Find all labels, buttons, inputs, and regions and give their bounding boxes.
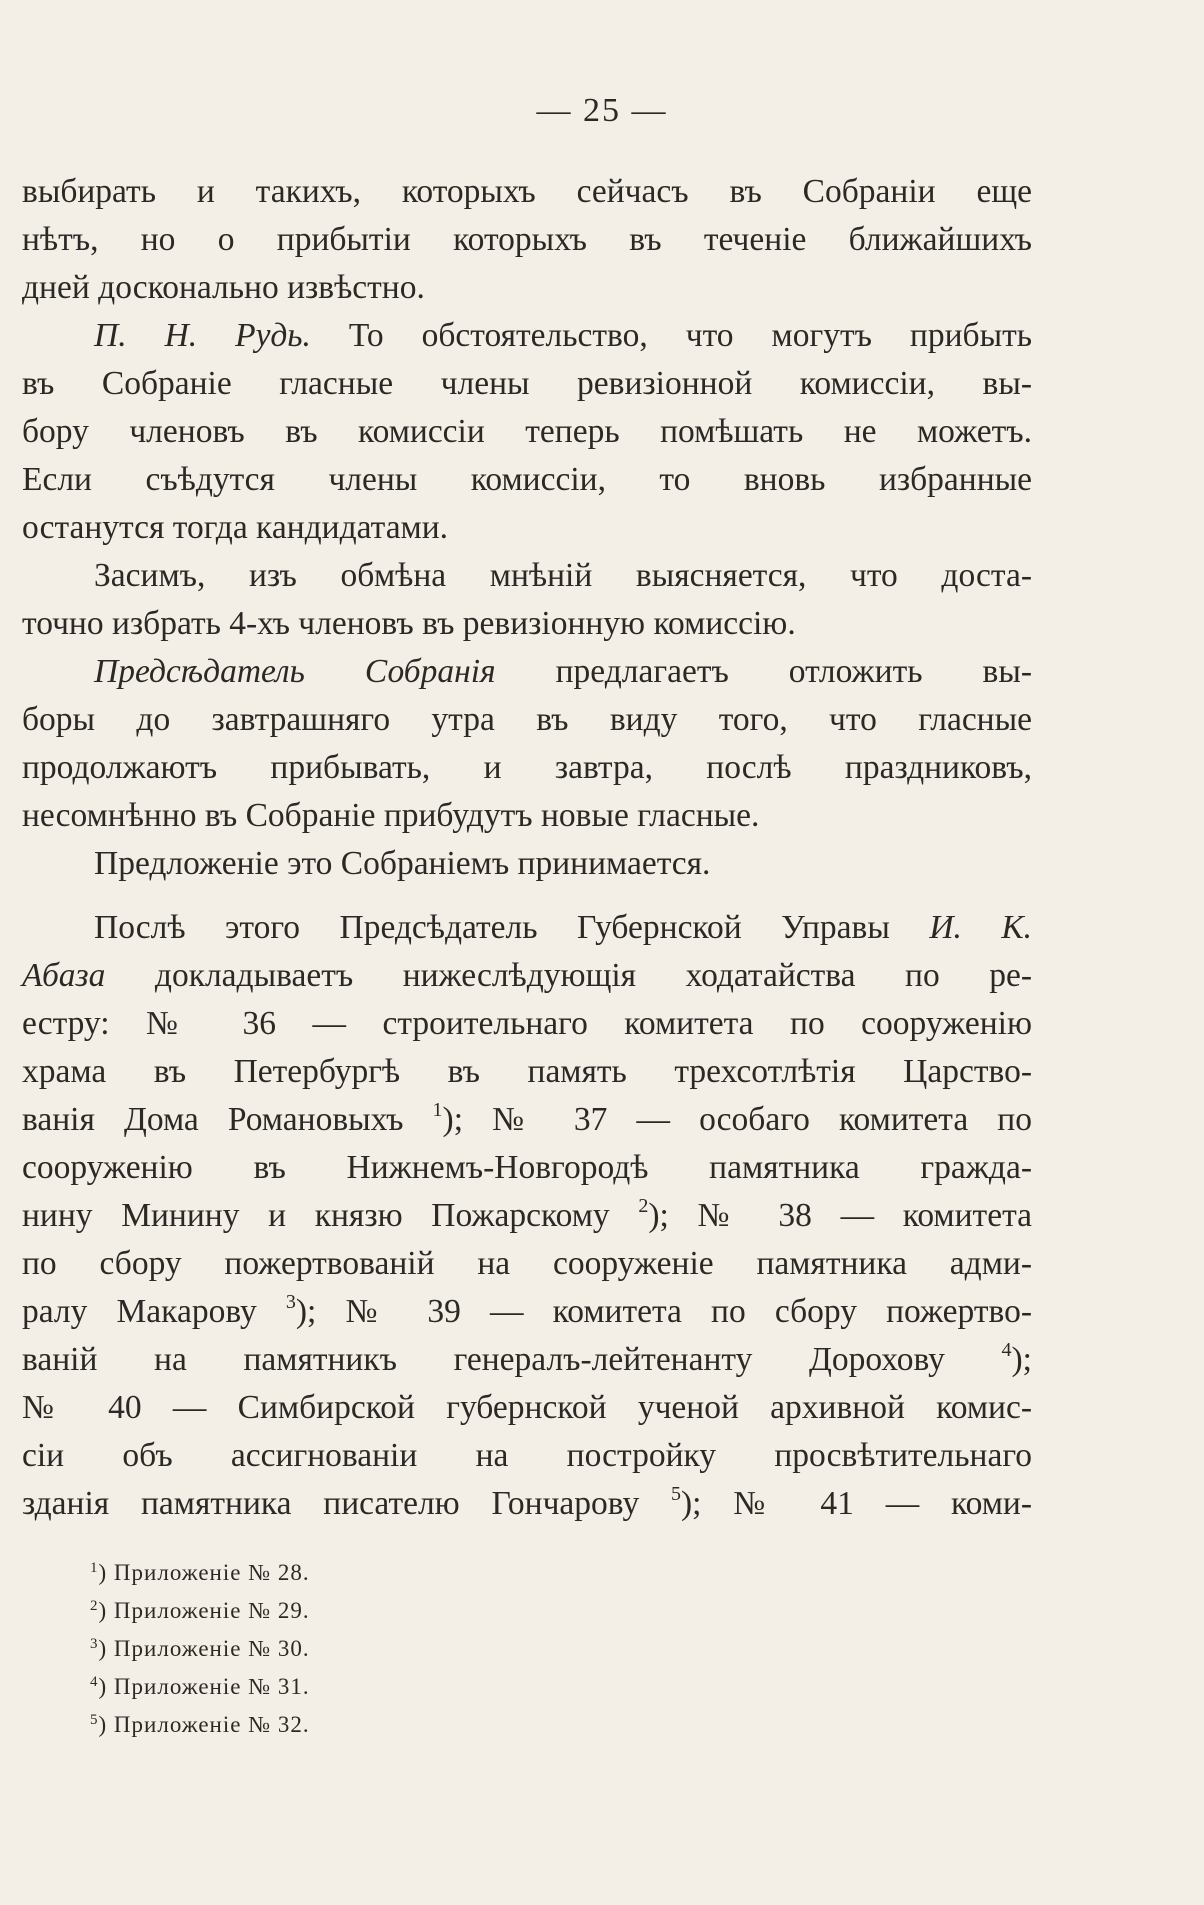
text-run: ); № 37 — особаго комитета по [442, 1101, 1032, 1138]
text-line [22, 1000, 1032, 1048]
text-run: выбирать и такихъ, которыхъ сейчасъ въ Собраніи еще [22, 173, 1032, 210]
footnote-ref: 3 [285, 1291, 296, 1313]
text-run: ванія Дома Романовыхъ [22, 1101, 433, 1138]
footnote-paren: ) [98, 1636, 114, 1661]
text-line [22, 840, 1032, 888]
text-run: докладываетъ нижеслѣдующія ходатайства по ре- [105, 957, 1032, 994]
text-line [22, 216, 1032, 264]
text-run: ); № 39 — комитета по сбору пожертво- [295, 1293, 1032, 1330]
text-line [22, 552, 1032, 600]
footnote-mark: 5 [90, 1712, 99, 1728]
footnote-ref: 5 [671, 1483, 682, 1505]
page-number: — 25 — [536, 92, 668, 129]
text-run: То обстоятельство, что могутъ прибыть [310, 317, 1033, 354]
text-line [22, 1384, 1032, 1432]
footnote [90, 1668, 490, 1706]
footnote-mark: 2 [90, 1598, 99, 1614]
footnote [90, 1630, 490, 1668]
text-run: ); № 41 — коми- [681, 1485, 1032, 1522]
text-run: № 40 — Симбирской губернской ученой архивной комис- [22, 1389, 1032, 1426]
text-line [22, 456, 1032, 504]
text-run: несомнѣнно въ Собраніе прибудутъ новые гласные. [22, 797, 760, 834]
text-run: Предложеніе это Собраніемъ принимается. [94, 845, 711, 882]
footnote-text: Приложеніе № 30. [113, 1636, 310, 1661]
italic-name: И. К. [929, 909, 1032, 946]
text-run: точно избрать 4-хъ членовъ въ ревизіонную комиссію. [22, 605, 796, 642]
text-line [22, 1048, 1032, 1096]
footnote-paren: ) [98, 1598, 114, 1623]
text-line [22, 312, 1032, 360]
text-run: нину Минину и князю Пожарскому [22, 1197, 639, 1234]
text-line [22, 600, 1032, 648]
text-line [22, 1192, 1032, 1240]
text-run: по сбору пожертвованій на сооруженіе памятника адми- [22, 1245, 1032, 1282]
italic-name: П. Н. Рудь. [94, 317, 311, 354]
footnotes [90, 1554, 490, 1744]
text-line [22, 1096, 1032, 1144]
text-line [22, 1336, 1032, 1384]
text-line [22, 1480, 1032, 1528]
footnote-ref: 2 [638, 1195, 649, 1217]
italic-name: Абаза [22, 957, 106, 994]
text-line [22, 360, 1032, 408]
text-line [22, 648, 1032, 696]
text-run: храма въ Петербургѣ въ память трехсотлѣтія Царство- [22, 1053, 1032, 1090]
text-run: естру: № 36 — строительнаго комитета по сооруженію [22, 1005, 1032, 1042]
paragraph-gap [22, 888, 1032, 904]
footnote-mark: 1 [90, 1560, 99, 1576]
text-line [22, 904, 1032, 952]
text-run: Засимъ, изъ обмѣна мнѣній выясняется, что доста- [94, 557, 1032, 594]
text-run: продолжаютъ прибывать, и завтра, послѣ праздниковъ, [22, 749, 1032, 786]
text-line [22, 408, 1032, 456]
text-line [22, 1288, 1032, 1336]
italic-name: Предсѣдатель Собранія [94, 653, 496, 690]
footnote-mark: 4 [90, 1674, 99, 1690]
text-run: ); № 38 — комитета [648, 1197, 1032, 1234]
footnote-paren: ) [98, 1674, 114, 1699]
text-run: нѣтъ, но о прибытіи которыхъ въ теченіе ближайшихъ [22, 221, 1032, 258]
text-line [22, 1144, 1032, 1192]
text-line [22, 792, 1032, 840]
text-run: сооруженію въ Нижнемъ-Новгородѣ памятника гражда- [22, 1149, 1032, 1186]
footnote-text: Приложеніе № 32. [113, 1712, 310, 1737]
body-text [22, 168, 1032, 1528]
footnote [90, 1592, 490, 1630]
footnote-text: Приложеніе № 31. [113, 1674, 310, 1699]
footnote-text: Приложеніе № 29. [113, 1598, 310, 1623]
text-run: боры до завтрашняго утра въ виду того, что гласные [22, 701, 1032, 738]
text-run: ваній на памятникъ генералъ-лейтенанту Дорохову [22, 1341, 1002, 1378]
footnote-ref: 1 [432, 1099, 443, 1121]
text-line [22, 744, 1032, 792]
text-line [22, 952, 1032, 1000]
text-run: въ Собраніе гласные члены ревизіонной комиссіи, вы- [22, 365, 1032, 402]
text-line [22, 264, 1032, 312]
footnote-ref: 4 [1001, 1339, 1012, 1361]
footnote-mark: 3 [90, 1636, 99, 1652]
footnote [90, 1706, 490, 1744]
text-run: останутся тогда кандидатами. [22, 509, 449, 546]
text-line [22, 696, 1032, 744]
text-line [22, 504, 1032, 552]
text-line [22, 1240, 1032, 1288]
text-run: сіи объ ассигнованіи на постройку просвѣтительнаго [22, 1437, 1032, 1474]
text-run: ралу Макарову [22, 1293, 286, 1330]
footnote-text: Приложеніе № 28. [113, 1560, 310, 1585]
text-run: Послѣ этого Предсѣдатель Губернской Управы [94, 909, 930, 946]
text-run: зданія памятника писателю Гончарову [22, 1485, 672, 1522]
text-run: ); [1011, 1341, 1032, 1378]
footnote-paren: ) [98, 1712, 114, 1737]
text-run: бору членовъ въ комиссіи теперь помѣшать не можетъ. [22, 413, 1032, 450]
text-line [22, 168, 1032, 216]
footnote-paren: ) [98, 1560, 114, 1585]
text-run: Если съѣдутся члены комиссіи, то вновь избранные [22, 461, 1032, 498]
text-run: предлагаетъ отложить вы- [495, 653, 1032, 690]
text-line [22, 1432, 1032, 1480]
footnote [90, 1554, 490, 1592]
text-run: дней досконально извѣстно. [22, 269, 425, 306]
